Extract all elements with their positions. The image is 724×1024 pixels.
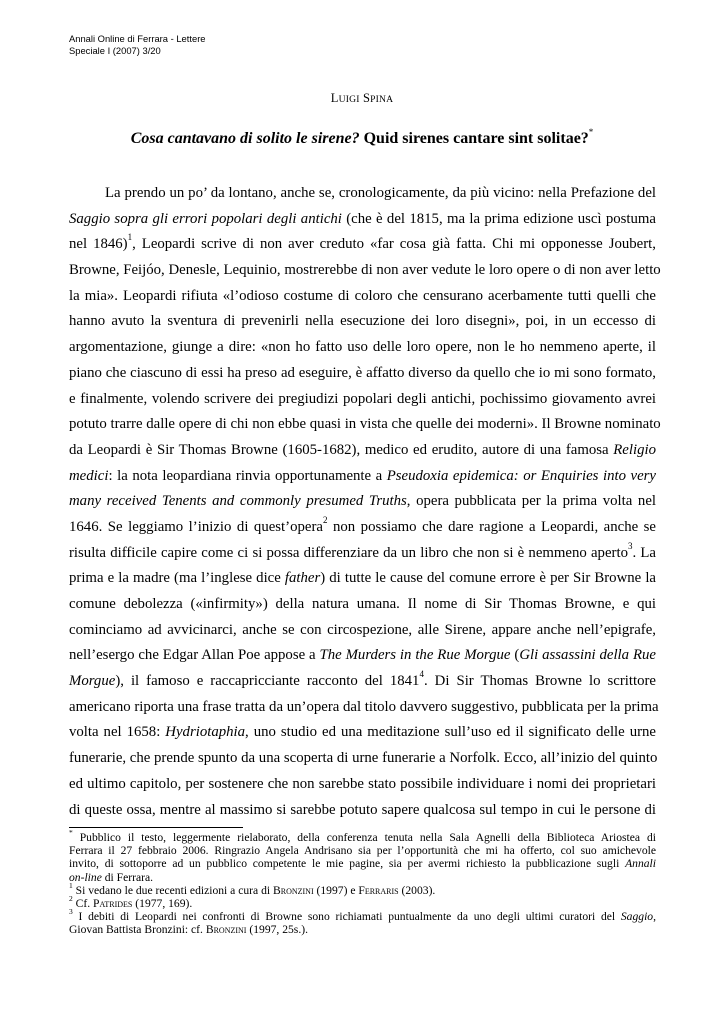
body-line: comune debolezza («infirmity») della natura umana. Il nome di Sir Thomas Browne, e qui (69, 596, 656, 612)
body-line: 1646. Se leggiamo l’inizio di quest’opera$^2$ non possiamo che dare ragione a Leopardi, anche se (69, 515, 656, 535)
footnote-line: $^2$ Cf. Patrides (1977, 169). (69, 894, 193, 911)
body-line: nell’esergo che Edgar Allan Poe appose a The Murders in the Rue Morgue (Gli assassini della Rue (69, 647, 656, 664)
footnote-ref: 2 (322, 515, 328, 526)
body-line: nel 1846)$^1$, Leopardi scrive di non aver creduto «far cosa già fatta. Chi mi opponesse Joubert, (69, 232, 656, 253)
footnote-ref: 4 (419, 669, 424, 680)
footnote-line: $^3$ I debiti di Leopardi nei confronti di Browne sono richiamati puntualmente da uno degli ultimi curatori del Saggio, (69, 907, 656, 924)
footnote-separator (69, 827, 243, 828)
body-line: Browne, Feijóo, Denesle, Lequinio, mostrerebbe di non aver vedute le loro opere o di non aver letto (69, 262, 661, 279)
running-header (69, 33, 206, 57)
title-latin: Quid sirenes cantare sint solitae? (363, 130, 589, 147)
body-line: piano che ciascuno di essi ha preso ad eseguire, è affatto diverso da quello che io mi sono formato, (69, 364, 656, 381)
footnote-line: * Pubblico il testo, leggermente rielaborato, della conferenza tenuta nella Sala Agnelli della Biblioteca Ariostea di (69, 828, 656, 844)
body-line: volta nel 1658: Hydriotaphia, uno studio ed una meditazione sull’uso ed il significato delle urne (69, 724, 657, 741)
body-line: potuto trarre dalle opere di chi non ebbe quasi in vista che quelle dei moderni». Il Browne nominato (69, 416, 661, 433)
title-italic: Cosa cantavano di solito le sirene? (130, 130, 360, 147)
footnote-1 (69, 880, 656, 897)
body-line: prima e la madre (ma l’inglese dice father) di tutte le cause del comune errore è per Sir Browne la (69, 570, 656, 587)
body-line: argomentazione, giunge a dire: «non ho fatto uso delle loro opere, non le ho nemmeno aperte, il (69, 339, 656, 356)
issue-page-info: Speciale I (2007) 3/20 (69, 45, 161, 56)
footnote-line: $^1$ Si vedano le due recenti edizioni a cura di Bronzini (1997) e Ferraris (2003). (69, 880, 436, 897)
body-line: Saggio sopra gli errori popolari degli antichi (che è del 1815, ma la prima edizione uscì postuma (69, 210, 657, 227)
footnote-line: Giovan Battista Bronzini: cf. Bronzini (1997, 25s.). (69, 923, 308, 937)
body-line: hanno avuto la sventura di prevenirli nella esecuzione dei loro disegni», poi, in un eccesso di (69, 313, 656, 330)
body-line: e finalmente, volendo scrivere dei pregiudizi popolari degli antichi, pochissimo giovamento avrei (69, 390, 656, 407)
body-line: medici: la nota leopardiana rinvia opportunamente a Pseudoxia epidemica: or Enquiries into very (69, 467, 656, 484)
footnote-star (69, 828, 656, 884)
body-line: cominciamo ad avvicinarci, anche se con circospezione, alle Sirene, appare anche nell’epigrafe, (69, 621, 656, 638)
article-title (0, 127, 724, 148)
footnote-ref: 1 (127, 232, 133, 243)
body-text (69, 181, 661, 823)
footnote-line: on-line di Ferrara. (69, 870, 154, 884)
journal-name: Annali Online di Ferrara - Lettere (69, 33, 206, 44)
body-line: la mia». Leopardi rifiuta «l’odioso costume di coloro che censurano acerbamente tutti quelli che (69, 287, 656, 304)
title-footnote-mark: * (588, 127, 594, 137)
footnote-line: invito, di sottoporre ad un pubblico competente le mie pagine, sia per avermi richiesto la pubblicazione sugli Annali (69, 857, 656, 871)
body-line: ed ultimo capitolo, per sostenere che non sarebbe stato possibile individuare i nomi dei proprietari (69, 775, 656, 792)
body-line: Morgue), il famoso e raccapricciante racconto del 1841$^4$. Di Sir Thomas Browne lo scrittore (69, 669, 656, 690)
footnotes (69, 828, 656, 937)
footnote-ref: 3 (627, 540, 633, 551)
body-line: many received Tenents and commonly presumed Truths, opera pubblicata per la prima volta nel (69, 493, 656, 510)
body-line: risulta difficile capire come ci si possa differenziare da un libro che non si è nemmeno aperto$^3$. La (69, 540, 656, 561)
footnote-2 (69, 894, 656, 911)
body-line: funerarie, che prende spunto da una scoperta di urne funerarie a Norfolk. Ecco, all’inizio del quinto (69, 750, 658, 767)
body-line: americano riporta una frase tratta da un’opera dal titolo davvero suggestivo, pubblicata per la prima (69, 698, 659, 715)
footnote-line: Ferrara il 27 febbraio 2006. Ringrazio Angela Andrisano sia per l’opportunità che mi ha offerto, col suo amichevole (69, 844, 656, 858)
body-line: di queste ossa, mentre al massimo si sarebbe potuto sapere qualcosa sul tempo in cui le persone di (69, 801, 656, 818)
body-line: La prendo un po’ da lontano, anche se, cronologicamente, da più vicino: nella Prefazione del (105, 185, 656, 201)
body-line: da Leopardi è Sir Thomas Browne (1605-1682), medico ed erudito, autore di una famosa Religio (69, 441, 656, 458)
author-name: LUIGI SPINA (330, 91, 394, 105)
footnote-3 (69, 907, 656, 937)
